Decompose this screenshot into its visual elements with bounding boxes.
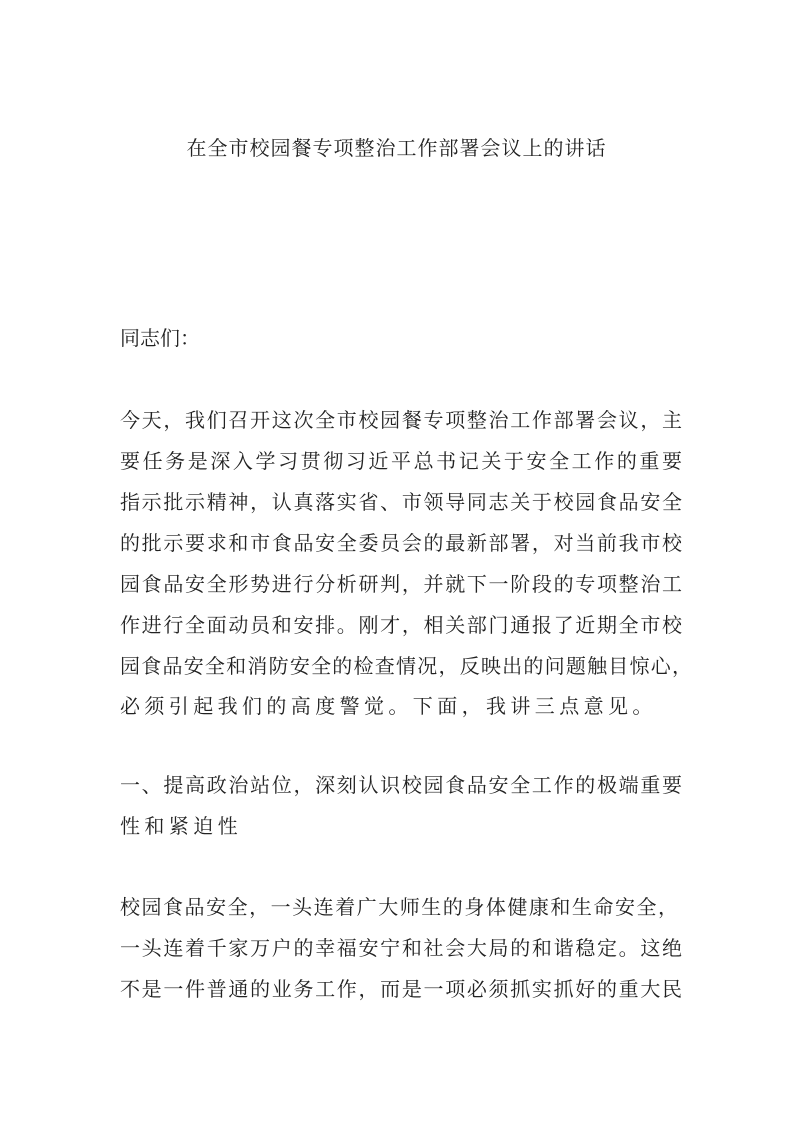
text-line: 指示批示精神，认真落实省、市领导同志关于校园食品安全 bbox=[120, 490, 682, 514]
text-line: 的批示要求和市食品安全委员会的最新部署，对当前我市校 bbox=[120, 531, 682, 555]
heading-line: 性和紧迫性 bbox=[120, 814, 242, 838]
text-line: 园食品安全和消防安全的检查情况，反映出的问题触目惊心， bbox=[120, 654, 692, 678]
text-line: 要任务是深入学习贯彻习近平总书记关于安全工作的重要 bbox=[120, 449, 682, 473]
text-line: 必须引起我们的高度警觉。下面，我讲三点意见。 bbox=[120, 694, 657, 718]
text-line: 作进行全面动员和安排。刚才，相关部门通报了近期全市校 bbox=[120, 613, 682, 637]
text-line: 一头连着千家万户的幸福安宁和社会大局的和谐稳定。这绝 bbox=[120, 936, 682, 960]
heading-line: 一、提高政治站位，深刻认识校园食品安全工作的极端重要 bbox=[120, 773, 682, 797]
salutation: 同志们： bbox=[120, 326, 200, 350]
text-line: 不是一件普通的业务工作，而是一项必须抓实抓好的重大民 bbox=[120, 977, 682, 1001]
text-line: 校园食品安全，一头连着广大师生的身体健康和生命安全， bbox=[120, 895, 678, 919]
text-line: 园食品安全形势进行分析研判，并就下一阶段的专项整治工 bbox=[120, 572, 682, 596]
document-title: 在全市校园餐专项整治工作部署会议上的讲话 bbox=[186, 136, 607, 160]
text-line: 今天，我们召开这次全市校园餐专项整治工作部署会议，主 bbox=[120, 408, 682, 432]
